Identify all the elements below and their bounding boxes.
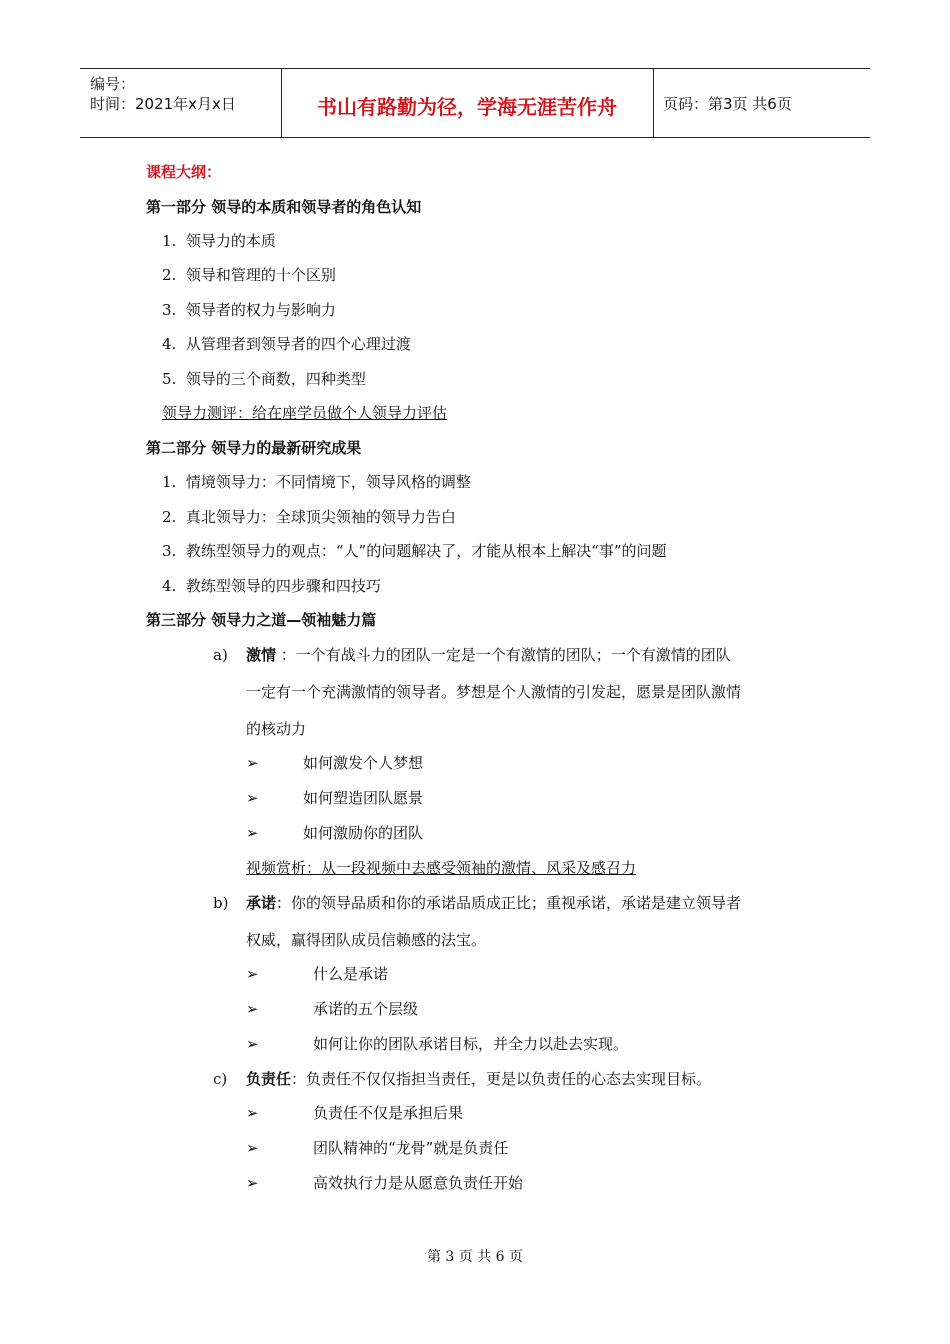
item-marker: b) <box>213 894 229 912</box>
passion-term: 激情 <box>246 646 277 664</box>
part1-title: 第一部分 领导的本质和领导者的角色认知 <box>146 198 422 216</box>
commitment-paragraph-line2: 权威，赢得团队成员信赖感的法宝。 <box>246 931 487 949</box>
page-info: 页码：第3页 共6页 <box>663 95 792 113</box>
header-motto-cell <box>281 69 654 137</box>
list-item: 3. 教练型领导力的观点：“人”的问题解决了，才能从根本上解决“事”的问题 <box>162 542 667 560</box>
item-marker: a) <box>213 646 228 664</box>
passion-paragraph-line3: 的核动力 <box>246 720 307 738</box>
part2-title: 第二部分 领导力的最新研究成果 <box>146 439 362 457</box>
bullet-item: 如何让你的团队承诺目标，并全力以赴去实现。 <box>313 1035 629 1053</box>
list-item: 3. 领导者的权力与影响力 <box>162 301 336 319</box>
bullet-item: 团队精神的“龙骨”就是负责任 <box>313 1139 509 1157</box>
arrow-bullet-icon: ➢ <box>246 754 259 772</box>
arrow-bullet-icon: ➢ <box>246 789 259 807</box>
motto: 书山有路勤为径，学海无涯苦作舟 <box>317 95 617 119</box>
arrow-bullet-icon: ➢ <box>246 1000 259 1018</box>
arrow-bullet-icon: ➢ <box>246 965 259 983</box>
responsibility-paragraph-line1: 负责任：负责任不仅仅指担当责任，更是以负责任的心态去实现目标。 <box>246 1070 712 1088</box>
list-item: 1. 领导力的本质 <box>162 232 276 250</box>
bullet-item: 什么是承诺 <box>313 965 389 983</box>
number-label: 编号： <box>90 75 136 93</box>
bullet-item: 如何激发个人梦想 <box>303 754 424 772</box>
commitment-term: 承诺 <box>246 894 277 912</box>
header-meta-cell <box>80 69 282 137</box>
list-item: 4. 教练型领导的四步骤和四技巧 <box>162 577 381 595</box>
page-header <box>80 68 870 138</box>
list-item: 5. 领导的三个商数，四种类型 <box>162 370 366 388</box>
list-item: 2. 领导和管理的十个区别 <box>162 266 336 284</box>
list-item: 4. 从管理者到领导者的四个心理过渡 <box>162 335 411 353</box>
item-marker: c) <box>213 1070 228 1088</box>
passion-paragraph-line1: 激情 ：一个有战斗力的团队一定是一个有激情的团队；一个有激情的团队 <box>246 646 731 664</box>
bullet-item: 如何塑造团队愿景 <box>303 789 424 807</box>
outline-title: 课程大纲： <box>146 163 222 181</box>
part3-title: 第三部分 领导力之道—领袖魅力篇 <box>146 611 377 629</box>
arrow-bullet-icon: ➢ <box>246 1174 259 1192</box>
assessment-note: 领导力测评：给在座学员做个人领导力评估 <box>162 404 448 422</box>
time-label: 时间：2021年x月x日 <box>90 95 236 113</box>
bullet-item: 高效执行力是从愿意负责任开始 <box>313 1174 524 1192</box>
arrow-bullet-icon: ➢ <box>246 1104 259 1122</box>
header-page-cell <box>653 69 870 137</box>
arrow-bullet-icon: ➢ <box>246 1139 259 1157</box>
bullet-item: 如何激励你的团队 <box>303 824 424 842</box>
arrow-bullet-icon: ➢ <box>246 1035 259 1053</box>
arrow-bullet-icon: ➢ <box>246 824 259 842</box>
bullet-item: 负责任不仅是承担后果 <box>313 1104 464 1122</box>
list-item: 2. 真北领导力：全球顶尖领袖的领导力告白 <box>162 508 456 526</box>
page-footer: 第 3 页 共 6 页 <box>426 1249 524 1265</box>
responsibility-term: 负责任 <box>246 1070 292 1088</box>
video-note: 视频赏析：从一段视频中去感受领袖的激情、风采及感召力 <box>246 859 637 877</box>
commitment-paragraph-line1: 承诺：你的领导品质和你的承诺品质成正比；重视承诺，承诺是建立领导者 <box>246 894 742 912</box>
list-item: 1. 情境领导力：不同情境下，领导风格的调整 <box>162 473 471 491</box>
passion-paragraph-line2: 一定有一个充满激情的领导者。梦想是个人激情的引发起，愿景是团队激情 <box>246 683 742 701</box>
bullet-item: 承诺的五个层级 <box>313 1000 419 1018</box>
